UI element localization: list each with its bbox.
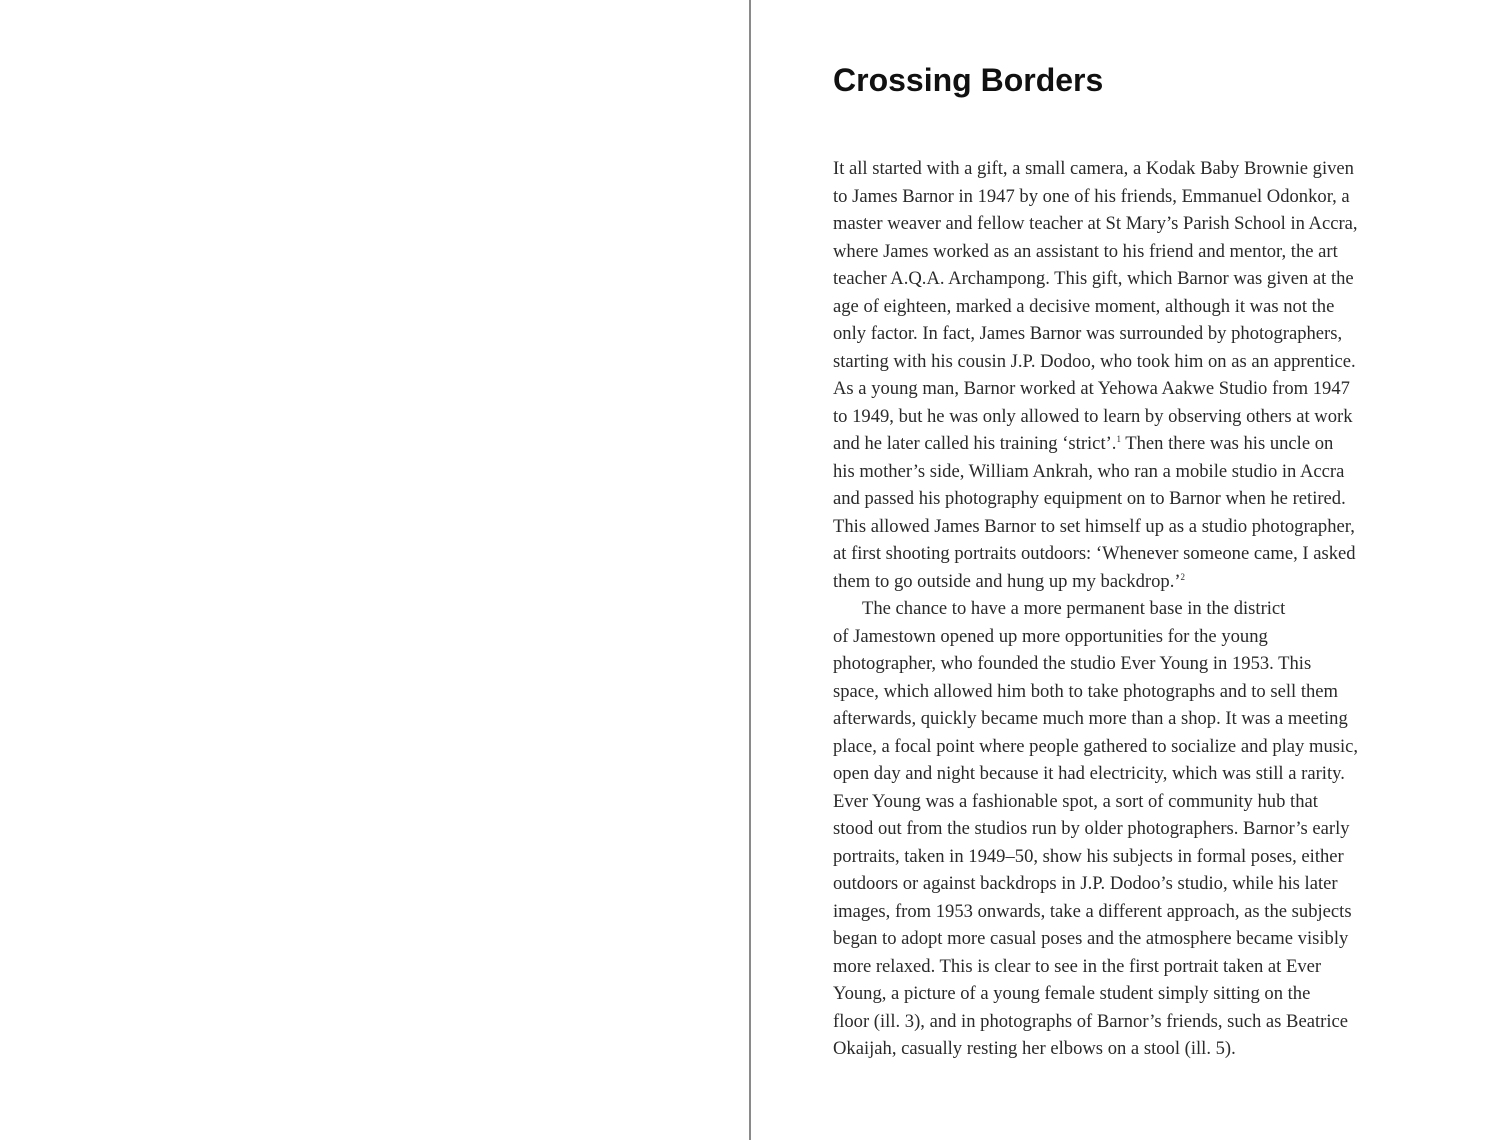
text-line: teacher A.Q.A. Archampong. This gift, which Barnor was given at the (833, 268, 1354, 289)
text-line-with-footnote (833, 568, 1433, 596)
text-segment: and he later called his training ‘strict’. (833, 433, 1117, 454)
text-line-with-footnote (833, 430, 1433, 458)
text-line: space, which allowed him both to take photographs and to sell them (833, 680, 1339, 702)
text-line: starting with his cousin J.P. Dodoo, who took him on as an apprentice. (833, 350, 1356, 372)
text-line: his mother’s side, William Ankrah, who ran a mobile studio in Accra (833, 460, 1345, 482)
chapter-title: Crossing Borders (833, 62, 1104, 98)
text-line: of Jamestown opened up more opportunities for the young (833, 625, 1268, 647)
text-line: It all started with a gift, a small camera, a Kodak Baby Brownie given (833, 158, 1354, 179)
footnote-marker-1: 1 (1116, 434, 1121, 444)
text-segment: Then there was his uncle on (1120, 433, 1334, 454)
paragraph-2 (833, 595, 1433, 1063)
text-line: Ever Young was a fashionable spot, a sort of community hub that (833, 790, 1318, 812)
text-line: master weaver and fellow teacher at St Mary’s Parish School in Accra, (833, 213, 1358, 234)
text-line-indented: The chance to have a more permanent base in the district (862, 598, 1286, 619)
text-line: This allowed James Barnor to set himself up as a studio photographer, (833, 515, 1355, 537)
text-line: to James Barnor in 1947 by one of his friends, Emmanuel Odonkor, a (833, 185, 1350, 207)
text-line: open day and night because it had electricity, which was still a rarity. (833, 763, 1345, 784)
text-line: images, from 1953 onwards, take a different approach, as the subjects (833, 900, 1352, 922)
text-line: As a young man, Barnor worked at Yehowa Aakwe Studio from 1947 (833, 378, 1350, 399)
text-line: photographer, who founded the studio Ever Young in 1953. This (833, 653, 1312, 674)
paragraph-1 (833, 155, 1433, 595)
text-line: and passed his photography equipment on to Barnor when he retired. (833, 488, 1346, 509)
text-line: began to adopt more casual poses and the atmosphere became visibly (833, 928, 1349, 949)
text-line: age of eighteen, marked a decisive moment, although it was not the (833, 295, 1335, 317)
text-line: portraits, taken in 1949–50, show his subjects in formal poses, either (833, 845, 1344, 867)
text-line: at first shooting portraits outdoors: ‘Whenever someone came, I asked (833, 543, 1356, 564)
text-line: more relaxed. This is clear to see in the first portrait taken at Ever (833, 955, 1322, 977)
body-text (833, 155, 1433, 1063)
text-line: only factor. In fact, James Barnor was surrounded by photographers, (833, 323, 1343, 344)
text-line: place, a focal point where people gathered to socialize and play music, (833, 735, 1359, 757)
text-line: where James worked as an assistant to his friend and mentor, the art (833, 240, 1338, 262)
text-line: to 1949, but he was only allowed to learn by observing others at work (833, 405, 1353, 427)
text-line: Okaijah, casually resting her elbows on a stool (ill. 5). (833, 1038, 1236, 1059)
footnote-marker-2: 2 (1180, 571, 1186, 582)
text-line: stood out from the studios run by older photographers. Barnor’s early (833, 818, 1350, 839)
text-line: afterwards, quickly became much more than a shop. It was a meeting (833, 708, 1348, 729)
text-line: outdoors or against backdrops in J.P. Dodoo’s studio, while his later (833, 873, 1338, 894)
text-line: Young, a picture of a young female student simply sitting on the (833, 983, 1311, 1004)
text-segment: them to go outside and hung up my backdrop.’ (833, 570, 1181, 592)
text-line: floor (ill. 3), and in photographs of Barnor’s friends, such as Beatrice (833, 1010, 1348, 1032)
